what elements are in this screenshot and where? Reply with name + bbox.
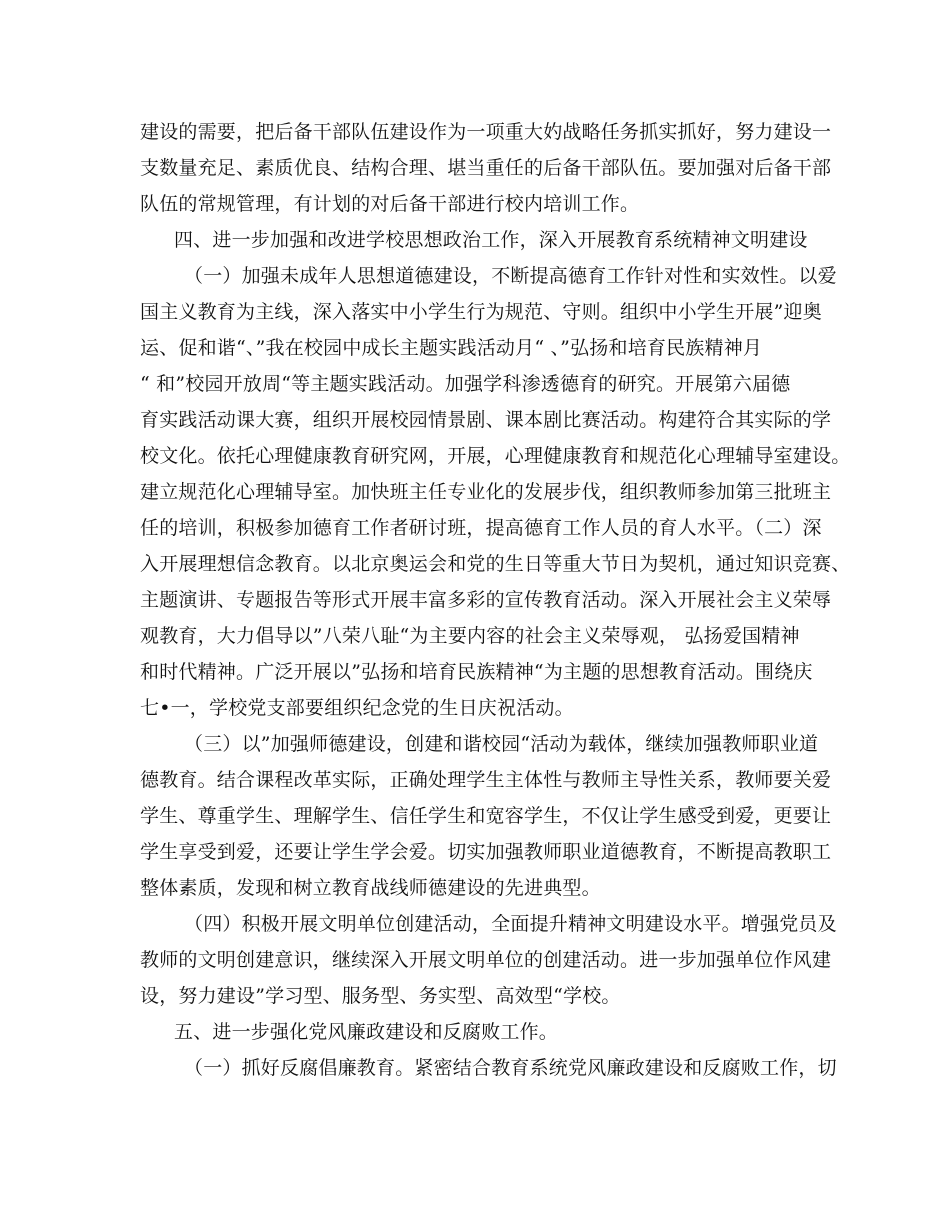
- text-line: 和时代精神。广泛开展以”弘扬和培育民族精神“为主题的思想教育活动。围绕庆: [140, 661, 813, 683]
- section-heading: 五、进一步强化党风廉政建设和反腐败工作。: [174, 1021, 559, 1043]
- text-line: 主题演讲、专题报告等形式开展丰富多彩的宣传教育活动。深入开展社会主义荣辱: [140, 589, 832, 611]
- text-line: 学生、尊重学生、理解学生、信任学生和宽容学生，不仅让学生感受到爱，更要让: [140, 805, 832, 827]
- text-line: 建设的需要，把后备干部队伍建设作为一项重大妁战略任务抓实抓好，努力建设一: [140, 121, 832, 143]
- text-line: 任的培训，积极参加德育工作者研讨班，提高德育工作人员的育人水平。（二）深: [140, 517, 822, 539]
- text-line: 育实践活动课大赛，组织开展校园情景剧、课本剧比赛活动。构建符合其实际的学: [140, 409, 832, 431]
- text-line: 德教育。结合课程改革实际，正确处理学生主体性与教师主导性关系，教师要关爱: [140, 769, 832, 791]
- text-line: 队伍的常规管理，有计划的对后备干部进行校内培训工作。: [140, 193, 640, 215]
- text-line: 观教育，大力倡导以”八荣八耻“为主要内容的社会主义荣辱观， 弘扬爱国精神: [140, 625, 800, 647]
- text-line: 整体素质，发现和树立教育战线师德建设的先进典型。: [140, 877, 601, 899]
- text-line: 设，努力建设”学习型、服务型、务实型、高效型“学校。: [140, 985, 621, 1007]
- text-line: 学生享受到爱，还要让学生学会爱。切实加强教师职业道德教育，不断提高教职工: [140, 841, 832, 863]
- text-line: （三）以”加强师德建设，创建和谐校园“活动为载体，继续加强教师职业道: [184, 733, 819, 755]
- text-line: 教师的文明创建意识，继续深入开展文明单位的创建活动。进一步加强单位作风建: [140, 949, 832, 971]
- text-line: “ 和”校园开放周“等主题实践活动。加强学科渗透德育的研究。开展第六届德: [140, 373, 791, 395]
- text-line: 建立规范化心理辅导室。加快班主任专业化的发展步伐，组织教师参加第三批班主: [140, 481, 832, 503]
- section-heading: 四、进一步加强和改进学校思想政治工作，深入开展教育系统精神文明建设: [174, 229, 808, 251]
- text-line: （一）抓好反腐倡廉教育。紧密结合教育系统党风廉政建设和反腐败工作，切: [184, 1057, 837, 1079]
- text-line: （一）加强未成年人思想道德建设，不断提高德育工作针对性和实效性。以爱: [184, 265, 837, 287]
- text-line: 国主义教育为主线，深入落实中小学生行为规范、守则。组织中小学生开展”迎奥: [140, 301, 822, 323]
- text-line: 校文化。依托心理健康教育研究网，开展，心理健康教育和规范化心理辅导室建设。: [140, 445, 851, 467]
- text-line: 支数量充足、素质优良、结构合理、堪当重任的后备干部队伍。要加强对后备干部: [140, 157, 832, 179]
- text-line: 入开展理想信念教育。以北京奥运会和党的生日等重大节日为契机，通过知识竞赛、: [140, 553, 851, 575]
- text-line: 七•一，学校党支部要组织纪念党的生日庆祝活动。: [140, 697, 574, 719]
- text-line: 运、促和谐“、”我在校园中成长主题实践活动月“ 、”弘扬和培育民族精神月: [140, 337, 763, 359]
- text-line: （四）积极开展文明单位创建活动，全面提升精神文明建设水平。增强党员及: [184, 913, 837, 935]
